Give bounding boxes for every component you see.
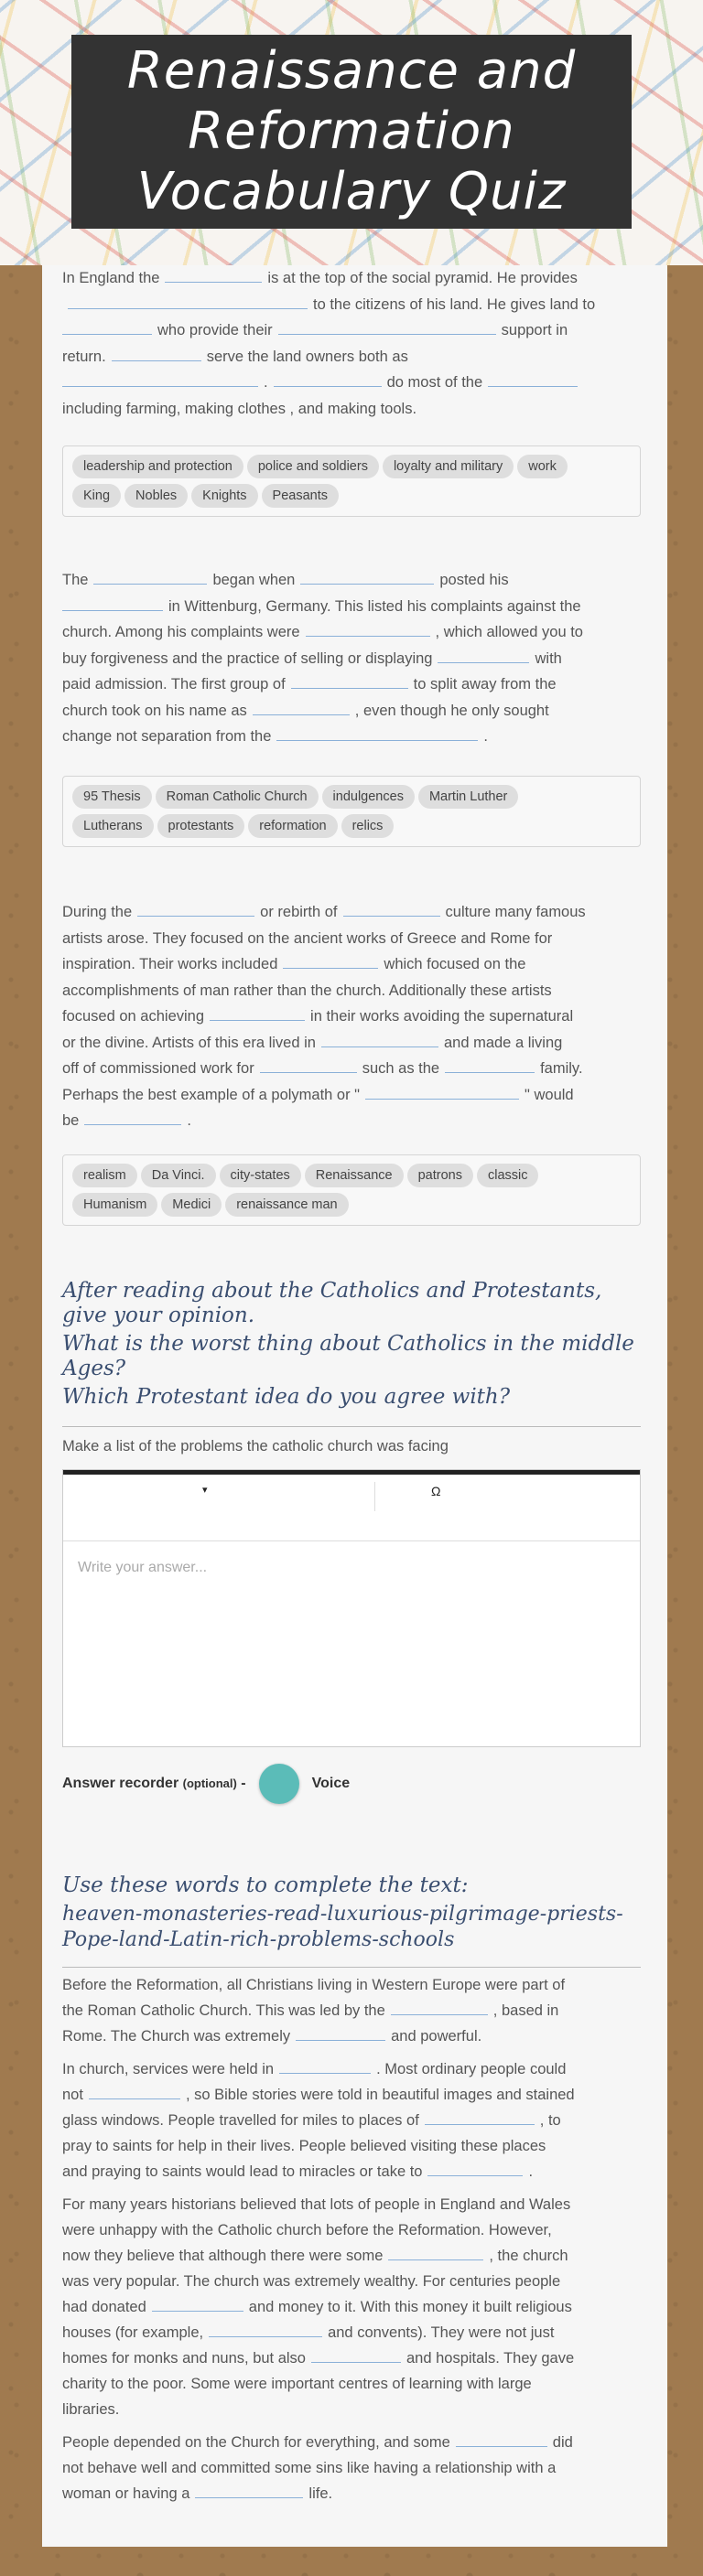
blank-input[interactable]	[391, 1999, 488, 2015]
blank-input[interactable]	[343, 900, 440, 917]
answer-recorder	[62, 1764, 350, 1804]
word-chip[interactable]: Nobles	[124, 484, 188, 508]
word-chip[interactable]: patrons	[407, 1164, 473, 1187]
blank-input[interactable]	[278, 318, 496, 335]
blank-input[interactable]	[311, 2346, 401, 2363]
blank-input[interactable]	[279, 2057, 371, 2074]
blank-input[interactable]	[300, 568, 434, 585]
editor-toolbar	[63, 1475, 640, 1541]
word-bank-2	[62, 776, 641, 847]
blank-input[interactable]	[62, 595, 163, 611]
word-chip[interactable]: Medici	[161, 1193, 222, 1217]
word-chip[interactable]: reformation	[248, 814, 337, 838]
word-chip[interactable]: Knights	[191, 484, 257, 508]
blank-input[interactable]	[137, 900, 254, 917]
blank-input[interactable]	[283, 952, 378, 969]
blank-input[interactable]	[89, 2083, 180, 2099]
word-chip[interactable]: Lutherans	[72, 814, 154, 838]
fill-in-passage-2: The began when posted his in Wittenburg, Germany. This listed his complaints against the church. Among his complaints were , which allowed you to buy forgiveness and the practice of selling or displaying with paid admission. The first group of to split away from the church took on his name as , even though he only sought change not separation from the .	[62, 567, 641, 750]
word-chip[interactable]: renaissance man	[225, 1193, 348, 1217]
word-chip[interactable]: Da Vinci.	[141, 1164, 216, 1187]
blank-input[interactable]	[93, 568, 207, 585]
word-chip[interactable]: loyalty and military	[383, 455, 514, 478]
divider	[62, 1426, 641, 1427]
recorder-label: Answer recorder (optional) -	[62, 1776, 246, 1791]
fill-in-passage-1: In England the is at the top of the social pyramid. He provides to the citizens of his land. He gives land to who provide their support in return. serve the land owners both as . do most of the including farming, making clothes , and making tools.	[62, 265, 641, 422]
chevron-down-icon[interactable]: ▾	[202, 1485, 208, 1496]
blank-input[interactable]	[195, 2482, 303, 2498]
record-button[interactable]	[259, 1764, 299, 1804]
word-chip[interactable]: Renaissance	[305, 1164, 404, 1187]
word-chip[interactable]: Peasants	[262, 484, 339, 508]
special-character-icon[interactable]: Ω	[431, 1484, 441, 1498]
blank-input[interactable]	[152, 2295, 243, 2312]
blank-input[interactable]	[445, 1057, 535, 1073]
blank-input[interactable]	[62, 318, 152, 335]
question-heading: After reading about the Catholics and Protestants, give your opinion. What is the worst thing about Catholics in the middle Ages? Which Protestant idea do you agree with?	[62, 1279, 634, 1409]
toolbar-separator	[374, 1482, 375, 1511]
word-chip[interactable]: protestants	[157, 814, 245, 838]
blank-input[interactable]	[438, 647, 529, 663]
answer-editor[interactable]	[62, 1469, 641, 1747]
blank-input[interactable]	[62, 370, 258, 387]
blank-input[interactable]	[456, 2431, 547, 2447]
blank-input[interactable]	[427, 2160, 523, 2176]
blank-input[interactable]	[388, 2244, 483, 2260]
blank-input[interactable]	[274, 370, 382, 387]
blank-input[interactable]	[296, 2024, 385, 2041]
voice-label: Voice	[311, 1776, 351, 1791]
blank-input[interactable]	[321, 1031, 438, 1047]
blank-input[interactable]	[488, 370, 578, 387]
blank-input[interactable]	[306, 620, 430, 637]
blank-input[interactable]	[84, 1109, 181, 1125]
blank-input[interactable]	[365, 1083, 519, 1100]
blank-input[interactable]	[276, 724, 478, 741]
word-chip[interactable]: Humanism	[72, 1193, 157, 1217]
fill-in-passage-4: Before the Reformation, all Christians living in Western Europe were part of the Roman Catholic Church. This was led by the , based in Rome. The Church was extremely and powerful. In church, services were held in . Most ordinary people could not , so Bible stories were told in beautiful images and stained glass windows. People travelled for miles to places of , to pray to saints for help in their lives. People believed visiting these places and praying to saints would lead to miracles or take to . For many years historians believed that lots of people in England and Wales were unhappy with the Catholic church before the Reformation. However, now they believe that although there were some , the church was very popular. The church was extremely wealthy. For centuries people had donated and money to it. With this money it built religious houses (for example, and convents). They were not just homes for monks and nuns, but also and hospitals. They gave charity to the poor. Some were important centres of learning with large libraries. People depended on the Church for everything, and some did not behave well and committed some sins like having a relationship with a woman or having a life.	[62, 1977, 575, 2502]
blank-input[interactable]	[210, 1004, 305, 1021]
blank-input[interactable]	[425, 2109, 535, 2125]
word-chip[interactable]: leadership and protection	[72, 455, 243, 478]
word-bank-1	[62, 445, 641, 517]
word-chip[interactable]: work	[517, 455, 568, 478]
blank-input[interactable]	[112, 345, 201, 361]
word-list-heading: Use these words to complete the text: heaven-monasteries-read-luxurious-pilgrimage-priests-Pope-land-Latin-rich-problems-schools	[62, 1873, 623, 1951]
word-chip[interactable]: police and soldiers	[247, 455, 379, 478]
word-chip[interactable]: classic	[477, 1164, 539, 1187]
answer-placeholder: Write your answer...	[78, 1560, 208, 1575]
blank-input[interactable]	[260, 1057, 357, 1073]
blank-input[interactable]	[209, 2321, 322, 2337]
word-chip[interactable]: Roman Catholic Church	[156, 785, 319, 809]
fill-in-passage-3: During the or rebirth of culture many famous artists arose. They focused on the ancient works of Greece and Rome for inspiration. Their works included which focused on the accomplishments of man rather than the church. Additionally these artists focused on achieving in their works avoiding the supernatural or the divine. Artists of this era lived in and made a living off of commissioned work for such as the family. Perhaps the best example of a polymath or " " would be .	[62, 899, 641, 1134]
word-chip[interactable]: relics	[341, 814, 395, 838]
blank-input[interactable]	[253, 699, 350, 715]
blank-input[interactable]	[165, 266, 262, 283]
word-chip[interactable]: 95 Thesis	[72, 785, 152, 809]
blank-input[interactable]	[291, 672, 408, 689]
page-title: Renaissance and Reformation Vocabulary Quiz	[71, 35, 632, 229]
word-chip[interactable]: Martin Luther	[418, 785, 518, 809]
word-chip[interactable]: King	[72, 484, 121, 508]
blank-input[interactable]	[68, 293, 308, 309]
word-chip[interactable]: indulgences	[322, 785, 415, 809]
question-prompt: Make a list of the problems the catholic church was facing	[62, 1438, 449, 1454]
word-chip[interactable]: realism	[72, 1164, 137, 1187]
word-chip[interactable]: city-states	[220, 1164, 301, 1187]
divider	[62, 1967, 641, 1968]
word-bank-3	[62, 1154, 641, 1226]
